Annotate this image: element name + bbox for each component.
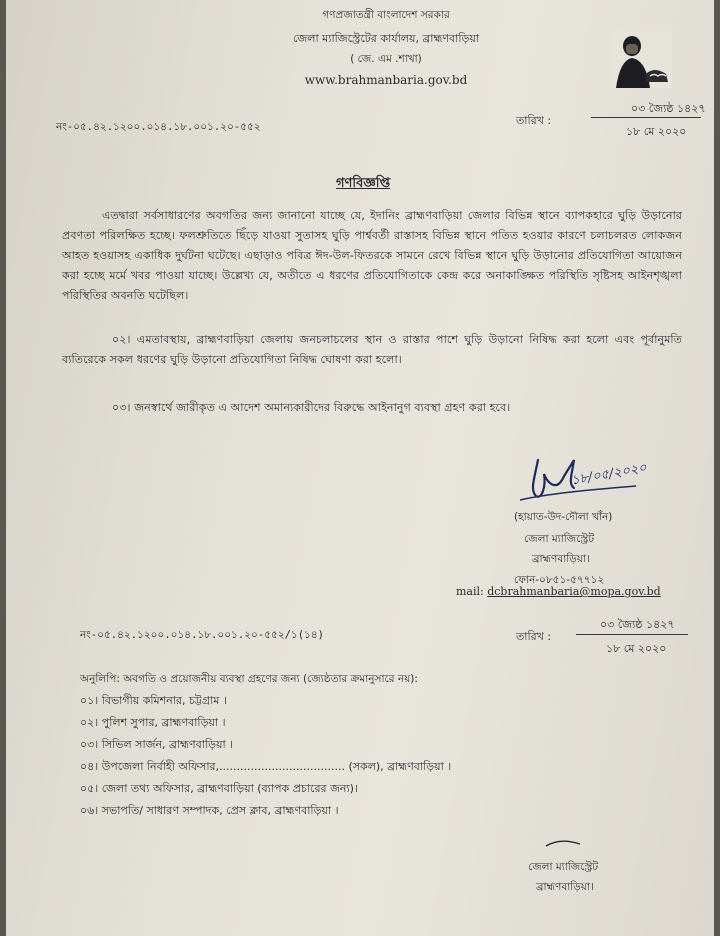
signatory-phone: ফোন-০৮৫১-৫৭৭১২ (514, 574, 605, 586)
cc-item: ০২। পুলিশ সুপার, ব্রাহ্মণবাড়িয়া । (80, 716, 226, 729)
copy-date-english: ১৮ মে ২০২০ (606, 642, 667, 655)
email-link[interactable]: dcbrahmanbaria@mopa.gov.bd (487, 585, 661, 598)
signatory-designation: জেলা ম্যাজিস্ট্রেট (524, 533, 595, 545)
notice-page (6, 0, 714, 936)
section-name: ( জে. এম .শাখা) (350, 53, 422, 65)
date-bangla: ০৩ জ্যৈষ্ঠ ১৪২৭ (631, 102, 706, 115)
copy-memo-reference: নং-০৫.৪২.১২০০.০১৪.১৮.০০১.২০-৫৫২/১(১৪) (80, 629, 324, 641)
body-paragraph-2: ০২। এমতাবস্থায়, ব্রাহ্মণবাড়িয়া জেলায় জনচলাচলের স্থান ও রাস্তার পাশে ঘুড়ি উড়ানো নিষিদ্ধ করা হলো এবং পূর্বানুমতি ব্যতিরেকে সকল ধরণের ঘুড়ি উড়ানো প্রতিযোগিতা নিষিদ্ধ ঘোষণা করা হলো। (62, 333, 682, 366)
signatory-name: (হায়াত-উদ-দৌলা খাঁন) (514, 511, 613, 523)
signatory-district: ব্রাহ্মণবাড়িয়া। (532, 553, 590, 565)
portrait-photo-icon (610, 30, 672, 88)
footer-designation: জেলা ম্যাজিস্ট্রেট (528, 861, 599, 873)
copy-date-bangla: ০৩ জ্যৈষ্ঠ ১৪২৭ (600, 618, 675, 631)
cc-item: ০৫। জেলা তথ্য অফিসার, ব্রাহ্মণবাড়িয়া (ব্যাপক প্রচারের জন্য)। (80, 782, 358, 795)
initial-mark-icon (544, 838, 584, 850)
cc-item: ০৬। সভাপতি/ সাধারণ সম্পাদক, প্রেস ক্লাব, ব্রাহ্মণবাড়িয়া । (80, 804, 339, 817)
cc-item: ০৩। সিভিল সার্জন, ব্রাহ্মণবাড়িয়া । (80, 738, 234, 751)
date-english: ১৮ মে ২০২০ (626, 125, 687, 138)
cc-item: ০৪। উপজেলা নির্বাহী অফিসার,.................................... (সকল), ব্রাহ্মণবাড়িয়া । (80, 760, 452, 773)
notice-title: গণবিজ্ঞপ্তি (336, 176, 391, 191)
office-name: জেলা ম্যাজিস্ট্রেটের কার্যালয়, ব্রাহ্মণবাড়িয়া (292, 32, 480, 45)
footer-district: ব্রাহ্মণবাড়িয়া। (536, 881, 594, 893)
copy-date-label: তারিখ : (516, 630, 552, 643)
email-line (456, 585, 661, 598)
memo-reference: নং-০৫.৪২.১২০০.০১৪.১৮.০০১.২০-৫৫২ (56, 121, 261, 133)
website-link[interactable]: www.brahmanbaria.gov.bd (304, 73, 468, 87)
date-label: তারিখ : (516, 114, 552, 127)
body-paragraph-1: এতদ্বারা সর্বসাধারণের অবগতির জন্য জানানো যাচ্ছে যে, ইদানিং ব্রাহ্মণবাড়িয়া জেলার বিভিন্ন স্থানে ব্যাপকহারে ঘুড়ি উড়ানোর প্রবণতা পরিলক্ষিত হচ্ছে। ফলশ্রুতিতে ছিঁড়ে যাওয়া সুতাসহ ঘুড়ি পার্শ্ববর্তী রাস্তাসহ বিভিন্ন স্থানে পতিত হওয়ার কারণে চলাচলরত লোকজন আহত হওয়াসহ একাধিক দুর্ঘটনা ঘটেছে। এছাড়াও পবিত্র ঈদ-উল-ফিতরকে সামনে রেখে বিভিন্ন স্থানে ঘুড়ি উড়ানোর প্রতিযোগিতা আয়োজন করা হচ্ছে মর্মে খবর পাওয়া যাচ্ছে। উল্লেখ্য যে, অতীতে এ ধরণের প্রতিযোগিতাকে কেন্দ্র করে অনাকাঙ্ক্ষিত পরিস্থিতি সৃষ্টিসহ আইনশৃঙ্খলা পরিস্থিতির অবনতি ঘটেছিল। (62, 209, 682, 302)
body-paragraph-3: ০৩। জনস্বার্থে জারীকৃত এ আদেশ অমান্যকারীদের বিরুদ্ধে আইনানুগ ব্যবস্থা গ্রহণ করা হবে। (112, 401, 511, 414)
cc-item: ০১। বিভাগীয় কমিশনার, চট্টগ্রাম । (80, 694, 227, 707)
copy-date-divider (576, 634, 688, 635)
signature-date: ১৮/০৫/২০২০ (570, 460, 648, 489)
cc-heading: অনুলিপি: অবগতি ও প্রয়োজনীয় ব্যবস্থা গ্রহণের জন্য (জ্যেষ্ঠতার ক্রমানুসারে নয়): (80, 673, 418, 685)
email-label: mail: (456, 585, 484, 598)
govt-name: গণপ্রজাতন্ত্রী বাংলাদেশ সরকার (322, 9, 450, 21)
date-divider (591, 117, 701, 118)
